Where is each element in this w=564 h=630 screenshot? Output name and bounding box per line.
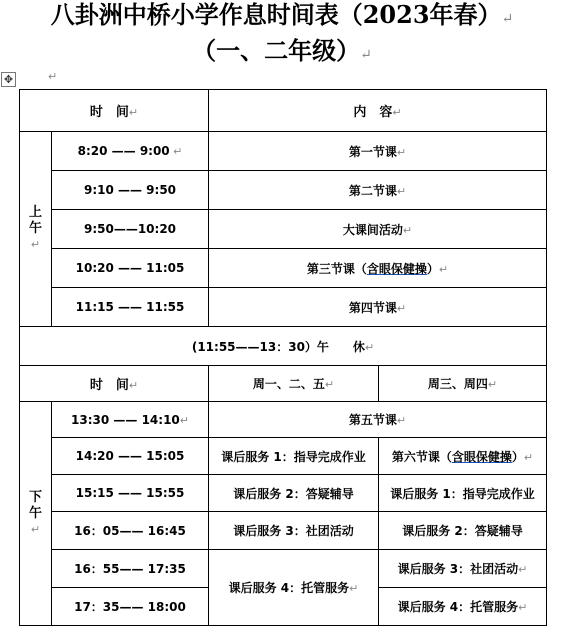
- time-cell: 10:20 —— 11:05: [52, 249, 209, 288]
- move-icon[interactable]: ✥: [1, 72, 16, 87]
- table-header-row: [20, 90, 547, 132]
- activity-cell: 课后服务 4：托管服务↵: [209, 550, 379, 626]
- table-row: [20, 438, 547, 475]
- table-row: [20, 402, 547, 438]
- header-wed-thu: 周三、周四↵: [379, 366, 547, 402]
- time-cell: 8:20 —— 9:00 ↵: [52, 132, 209, 171]
- table-row: [20, 171, 547, 210]
- time-cell: 14:20 —— 15:05: [52, 438, 209, 475]
- morning-label: 上 午 ↵: [20, 132, 52, 327]
- activity-cell: 第二节课↵: [209, 171, 547, 210]
- header-content: 内 容↵: [209, 90, 547, 132]
- table-row: [20, 288, 547, 327]
- table-row: [20, 512, 547, 550]
- activity-cell: 第五节课↵: [209, 402, 547, 438]
- time-cell: 13:30 —— 14:10↵: [52, 402, 209, 438]
- activity-cell: 课后服务 4：托管服务↵: [379, 588, 547, 626]
- time-cell: 9:50——10:20: [52, 210, 209, 249]
- table-row: [20, 550, 547, 588]
- activity-cell: 第三节课（含眼保健操）↵: [209, 249, 547, 288]
- noon-break-row: [20, 327, 547, 366]
- activity-cell: 课后服务 1：指导完成作业: [209, 438, 379, 475]
- time-cell: 17：35—— 18:00: [52, 588, 209, 626]
- paragraph-mark-icon: ↵: [48, 70, 58, 83]
- page-subtitle: （一、二年级）↵: [192, 36, 372, 65]
- activity-cell: 课后服务 2：答疑辅导: [209, 475, 379, 512]
- activity-cell: 第四节课↵: [209, 288, 547, 327]
- page-title: 八卦洲中桥小学作息时间表（2023年春）↵: [50, 0, 514, 29]
- afternoon-label: 下 午 ↵: [20, 402, 52, 626]
- schedule-table: [19, 89, 547, 626]
- activity-cell: 第一节课↵: [209, 132, 547, 171]
- activity-cell: 第六节课（含眼保健操）↵: [379, 438, 547, 475]
- time-cell: 16：55—— 17:35: [52, 550, 209, 588]
- activity-cell: 课后服务 1：指导完成作业: [379, 475, 547, 512]
- time-cell: 9:10 —— 9:50: [52, 171, 209, 210]
- table-row: [20, 475, 547, 512]
- time-cell: 16：05—— 16:45: [52, 512, 209, 550]
- table-row: [20, 132, 547, 171]
- activity-cell: 课后服务 3：社团活动↵: [379, 550, 547, 588]
- time-cell: 11:15 —— 11:55: [52, 288, 209, 327]
- header-time: 时 间↵: [20, 366, 209, 402]
- header-time: 时 间↵: [20, 90, 209, 132]
- time-cell: 15:15 —— 15:55: [52, 475, 209, 512]
- noon-break-cell: (11:55——13：30）午 休↵: [20, 327, 547, 366]
- activity-cell: 大课间活动↵: [209, 210, 547, 249]
- activity-cell: 课后服务 2：答疑辅导: [379, 512, 547, 550]
- table-row: [20, 210, 547, 249]
- table-header-row: [20, 366, 547, 402]
- activity-cell: 课后服务 3：社团活动: [209, 512, 379, 550]
- table-row: [20, 249, 547, 288]
- header-mon-tue-fri: 周一、二、五↵: [209, 366, 379, 402]
